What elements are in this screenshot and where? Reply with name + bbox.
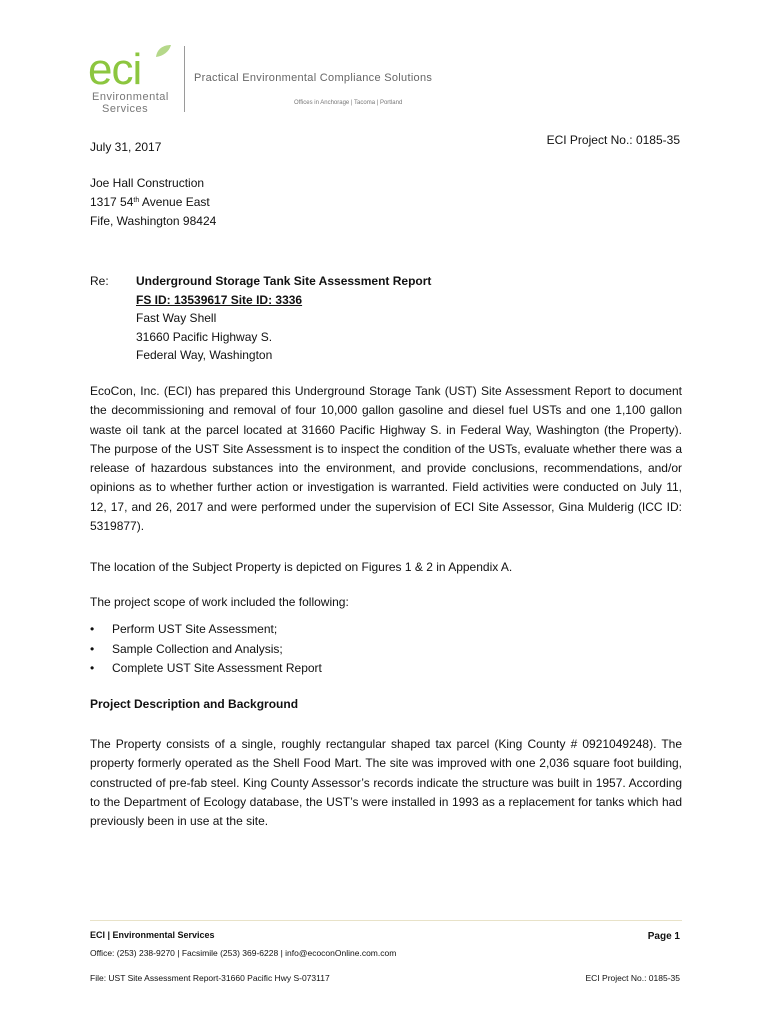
report-title: Underground Storage Tank Site Assessment Report	[136, 274, 432, 288]
intro-paragraph: EcoCon, Inc. (ECI) has prepared this Underground Storage Tank (UST) Site Assessment Report to document the decommissioning and removal of four 10,000 gallon gasoline and diesel fuel USTs and one 1,100 gallon waste oil tank at the parcel located at 31660 Pacific Highway S. in Federal Way, Washington (the Property). The purpose of the UST Site Assessment is to inspect the condition of the USTs, evaluate whether there was a release of hazardous substances into the environment, and provide conclusions, recommendations, and/or opinions as to whether further action or investigation is warranted. Field activities were conducted on July 11, 12, 17, and 26, 2017 and were performed under the supervision of ECI Site Assessor, Gina Mulderig (ICC ID: 5319877).	[90, 384, 682, 534]
company-logo	[88, 44, 184, 116]
location-paragraph: The location of the Subject Property is depicted on Figures 1 & 2 in Appendix A.	[90, 560, 513, 574]
list-item: • Complete UST Site Assessment Report	[90, 659, 650, 679]
footer-company: ECI | Environmental Services	[90, 930, 215, 940]
site-ids: FS ID: 13539617 Site ID: 3336	[136, 292, 303, 307]
bullet-icon: •	[90, 622, 95, 636]
site-city: Federal Way, Washington	[136, 348, 273, 362]
logo-wordmark: eci	[88, 45, 142, 94]
background-paragraph: The Property consists of a single, roughly rectangular shaped tax parcel (King County # 0921049248). The property formerly operated as the Shell Food Mart. The site was improved with one 2,036 square foot building, constructed of pre-fab steel. King County Assessor’s records indicate the structure was built in 1957. According to the Department of Ecology database, the UST’s were installed in 1993 as a replacement for tanks which had previously been in use at the site.	[90, 737, 682, 829]
footer-contact: Office: (253) 238-9270 | Facsimile (253) 369-6228 | info@ecoconOnline.com.com	[90, 948, 397, 958]
section-heading: Project Description and Background	[90, 697, 299, 711]
list-item: • Sample Collection and Analysis;	[90, 640, 650, 660]
site-name: Fast Way Shell	[136, 311, 217, 325]
recipient-city: Fife, Washington 98424	[90, 214, 217, 228]
letterhead-divider	[184, 46, 185, 112]
scope-paragraph: The project scope of work included the following:	[90, 595, 349, 609]
project-number: ECI Project No.: 0185-35	[546, 133, 680, 147]
recipient-address	[90, 174, 216, 231]
recipient-street: 1317 54th Avenue East	[90, 195, 210, 209]
site-street: 31660 Pacific Highway S.	[136, 329, 273, 344]
recipient-name: Joe Hall Construction	[90, 176, 205, 190]
footer-divider	[90, 920, 682, 921]
tagline: Practical Environmental Compliance Solutions	[194, 72, 433, 84]
footer-project-number: ECI Project No.: 0185-35	[585, 973, 680, 983]
bullet-icon: •	[90, 641, 95, 656]
leaf-icon	[154, 44, 172, 58]
footer-file-name: File: UST Site Assessment Report-31660 Pacific Hwy S-073117	[90, 973, 330, 983]
bullet-icon: •	[90, 661, 95, 675]
logo-line-environmental: Environmental	[92, 91, 169, 103]
list-item: • Perform UST Site Assessment;	[90, 620, 650, 640]
office-locations: Offices in Anchorage | Tacoma | Portland	[294, 100, 403, 106]
re-subject	[136, 272, 536, 365]
letter-date: July 31, 2017	[90, 140, 162, 154]
scope-list	[90, 620, 650, 679]
re-label: Re:	[90, 274, 109, 288]
logo-line-services: Services	[102, 103, 149, 115]
page-number: Page 1	[647, 931, 680, 942]
